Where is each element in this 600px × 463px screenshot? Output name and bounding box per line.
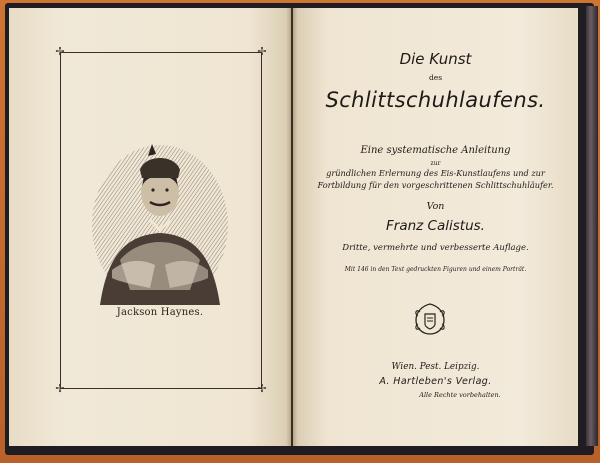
title-line-1: Die Kunst — [399, 50, 472, 68]
book-cover-edge — [586, 6, 598, 446]
illustrations-note: Mit 146 in den Text gedruckten Figuren und einem Porträt. — [344, 266, 527, 273]
frame-corner-ornament: ✢ — [257, 45, 267, 58]
portrait-engraving — [90, 130, 230, 305]
subtitle-line-1: Eine systematische Anleitung — [360, 145, 511, 156]
subtitle-line-3: gründlichen Erlernung des Eis-Kunstlaufens und zur — [326, 168, 545, 178]
publisher-emblem-icon — [412, 302, 448, 336]
author-name: Franz Calistus. — [386, 218, 485, 234]
subtitle-line-4: Fortbildung für den vorgeschrittenen Schlittschuhläufer. — [317, 180, 554, 190]
frame-corner-ornament: ✢ — [55, 45, 65, 58]
by-line: Von — [426, 201, 445, 212]
book-title: Schlittschuhlaufens. — [325, 88, 546, 112]
publisher-name: A. Hartleben's Verlag. — [379, 376, 492, 387]
subtitle-line-2: zur — [430, 160, 441, 167]
edition-note: Dritte, vermehrte und verbesserte Auflage. — [342, 243, 529, 253]
frame-corner-ornament: ✢ — [257, 382, 267, 395]
portrait-caption: Jackson Haynes. — [116, 307, 204, 318]
frame-corner-ornament: ✢ — [55, 382, 65, 395]
publication-place: Wien. Pest. Leipzig. — [391, 362, 480, 372]
rights-note: Alle Rechte vorbehalten. — [419, 391, 501, 399]
title-line-2: des — [428, 73, 443, 82]
